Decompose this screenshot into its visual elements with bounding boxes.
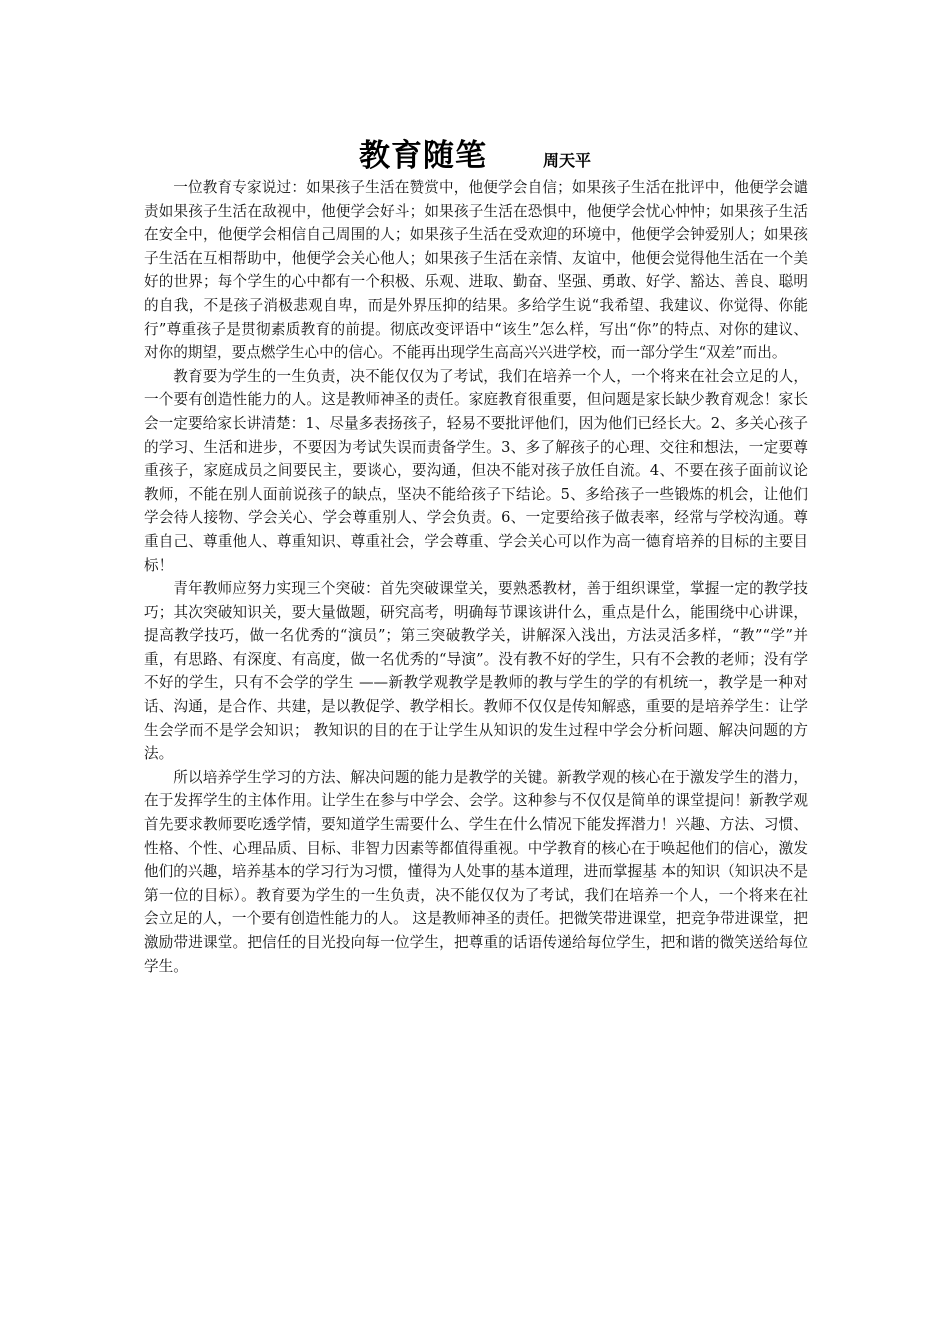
document-title: 教育随笔 — [358, 138, 487, 174]
document-body — [144, 176, 808, 978]
paragraph-3: 青年教师应努力实现三个突破：首先突破课堂关，要熟悉教材，善于组织课堂，掌握一定的教学技巧；其次突破知识关，要大量做题，研究高考，明确每节课该讲什么，重点是什么，能围绕中心讲课，提高教学技巧，做一名优秀的“演员”；第三突破教学关，讲解深入浅出，方法灵活多样，“教”“学”并重，有思路、有深度、有高度，做一名优秀的“导演”。没有教不好的学生，只有不会教的老师；没有学不好的学生，只有不会学的学生 ——新教学观教学是教师的教与学生的学的有机统一，教学是一种对话、沟通，是合作、共建，是以教促学、教学相长。教师不仅仅是传知解惑，重要的是培养学生：让学生会学而不是学会知识； 教知识的目的在于让学生从知识的发生过程中学会分析问题、解决问题的方法。 — [144, 580, 808, 763]
paragraph-1: 一位教育专家说过：如果孩子生活在赞赏中，他便学会自信；如果孩子生活在批评中，他便学会谴责如果孩子生活在敌视中，他便学会好斗；如果孩子生活在恐惧中，他便学会忧心忡忡；如果孩子生活在安全中，他便学会相信自己周围的人；如果孩子生活在受欢迎的环境中，他便学会钟爱别人；如果孩子生活在互相帮助中，他便学会关心他人；如果孩子生活在亲情、友谊中，他便会觉得他生活在一个美好的世界；每个学生的心中都有一个积极、乐观、进取、勤奋、坚强、勇敢、好学、豁达、善良、聪明的自我，不是孩子消极悲观自卑，而是外界压抑的结果。多给学生说“我希望、我建议、你觉得、你能行”尊重孩子是贯彻素质教育的前提。彻底改变评语中“该生”怎么样，写出“你”的特点、对你的建议、对你的期望，要点燃学生心中的信心。不能再出现学生高高兴兴进学校，而一部分学生“双差”而出。 — [144, 179, 808, 362]
paragraph-4: 所以培养学生学习的方法、解决问题的能力是教学的关键。新教学观的核心在于激发学生的潜力，在于发挥学生的主体作用。让学生在参与中学会、会学。这种参与不仅仅是简单的课堂提问！新教学观首先要求教师要吃透学情，要知道学生需要什么、学生在什么情况下能发挥潜力！兴趣、方法、习惯、性格、个性、心理品质、目标、非智力因素等都值得重视。中学教育的核心在于唤起他们的信心，激发他们的兴趣，培养基本的学习行为习惯，懂得为人处事的基本道理，进而掌握基 本的知识（知识决不是第一位的目标）。教育要为学生的一生负责，决不能仅仅为了考试，我们在培养一个人，一个将来在社会立足的人，一个要有创造性能力的人。 这是教师神圣的责任。把微笑带进课堂，把竞争带进课堂，把激励带进课堂。把信任的目光投向每一位学生，把尊重的话语传递给每位学生，把和谐的微笑送给每位学生。 — [144, 768, 808, 975]
document-author: 周天平 — [542, 151, 591, 170]
title-row — [0, 130, 950, 174]
paragraph-2: 教育要为学生的一生负责，决不能仅仅为了考试，我们在培养一个人，一个将来在社会立足的人，一个要有创造性能力的人。这是教师神圣的责任。家庭教育很重要，但问题是家长缺少教育观念！家长会一定要给家长讲清楚：1、尽量多表扬孩子，轻易不要批评他们，因为他们已经长大。2、多关心孩子的学习、生活和进步，不要因为考试失误而责备学生。3、多了解孩子的心理、交往和想法，一定要尊重孩子，家庭成员之间要民主，要谈心，要沟通，但决不能对孩子放任自流。4、不要在孩子面前议论教师，不能在别人面前说孩子的缺点，坚决不能给孩子下结论。5、多给孩子一些锻炼的机会，让他们学会待人接物、学会关心、学会尊重别人、学会负责。6、一定要给孩子做表率，经常与学校沟通。尊重自己、尊重他人、尊重知识、尊重社会，学会尊重、学会关心可以作为高一德育培养的目标的主要目标！ — [144, 367, 808, 574]
